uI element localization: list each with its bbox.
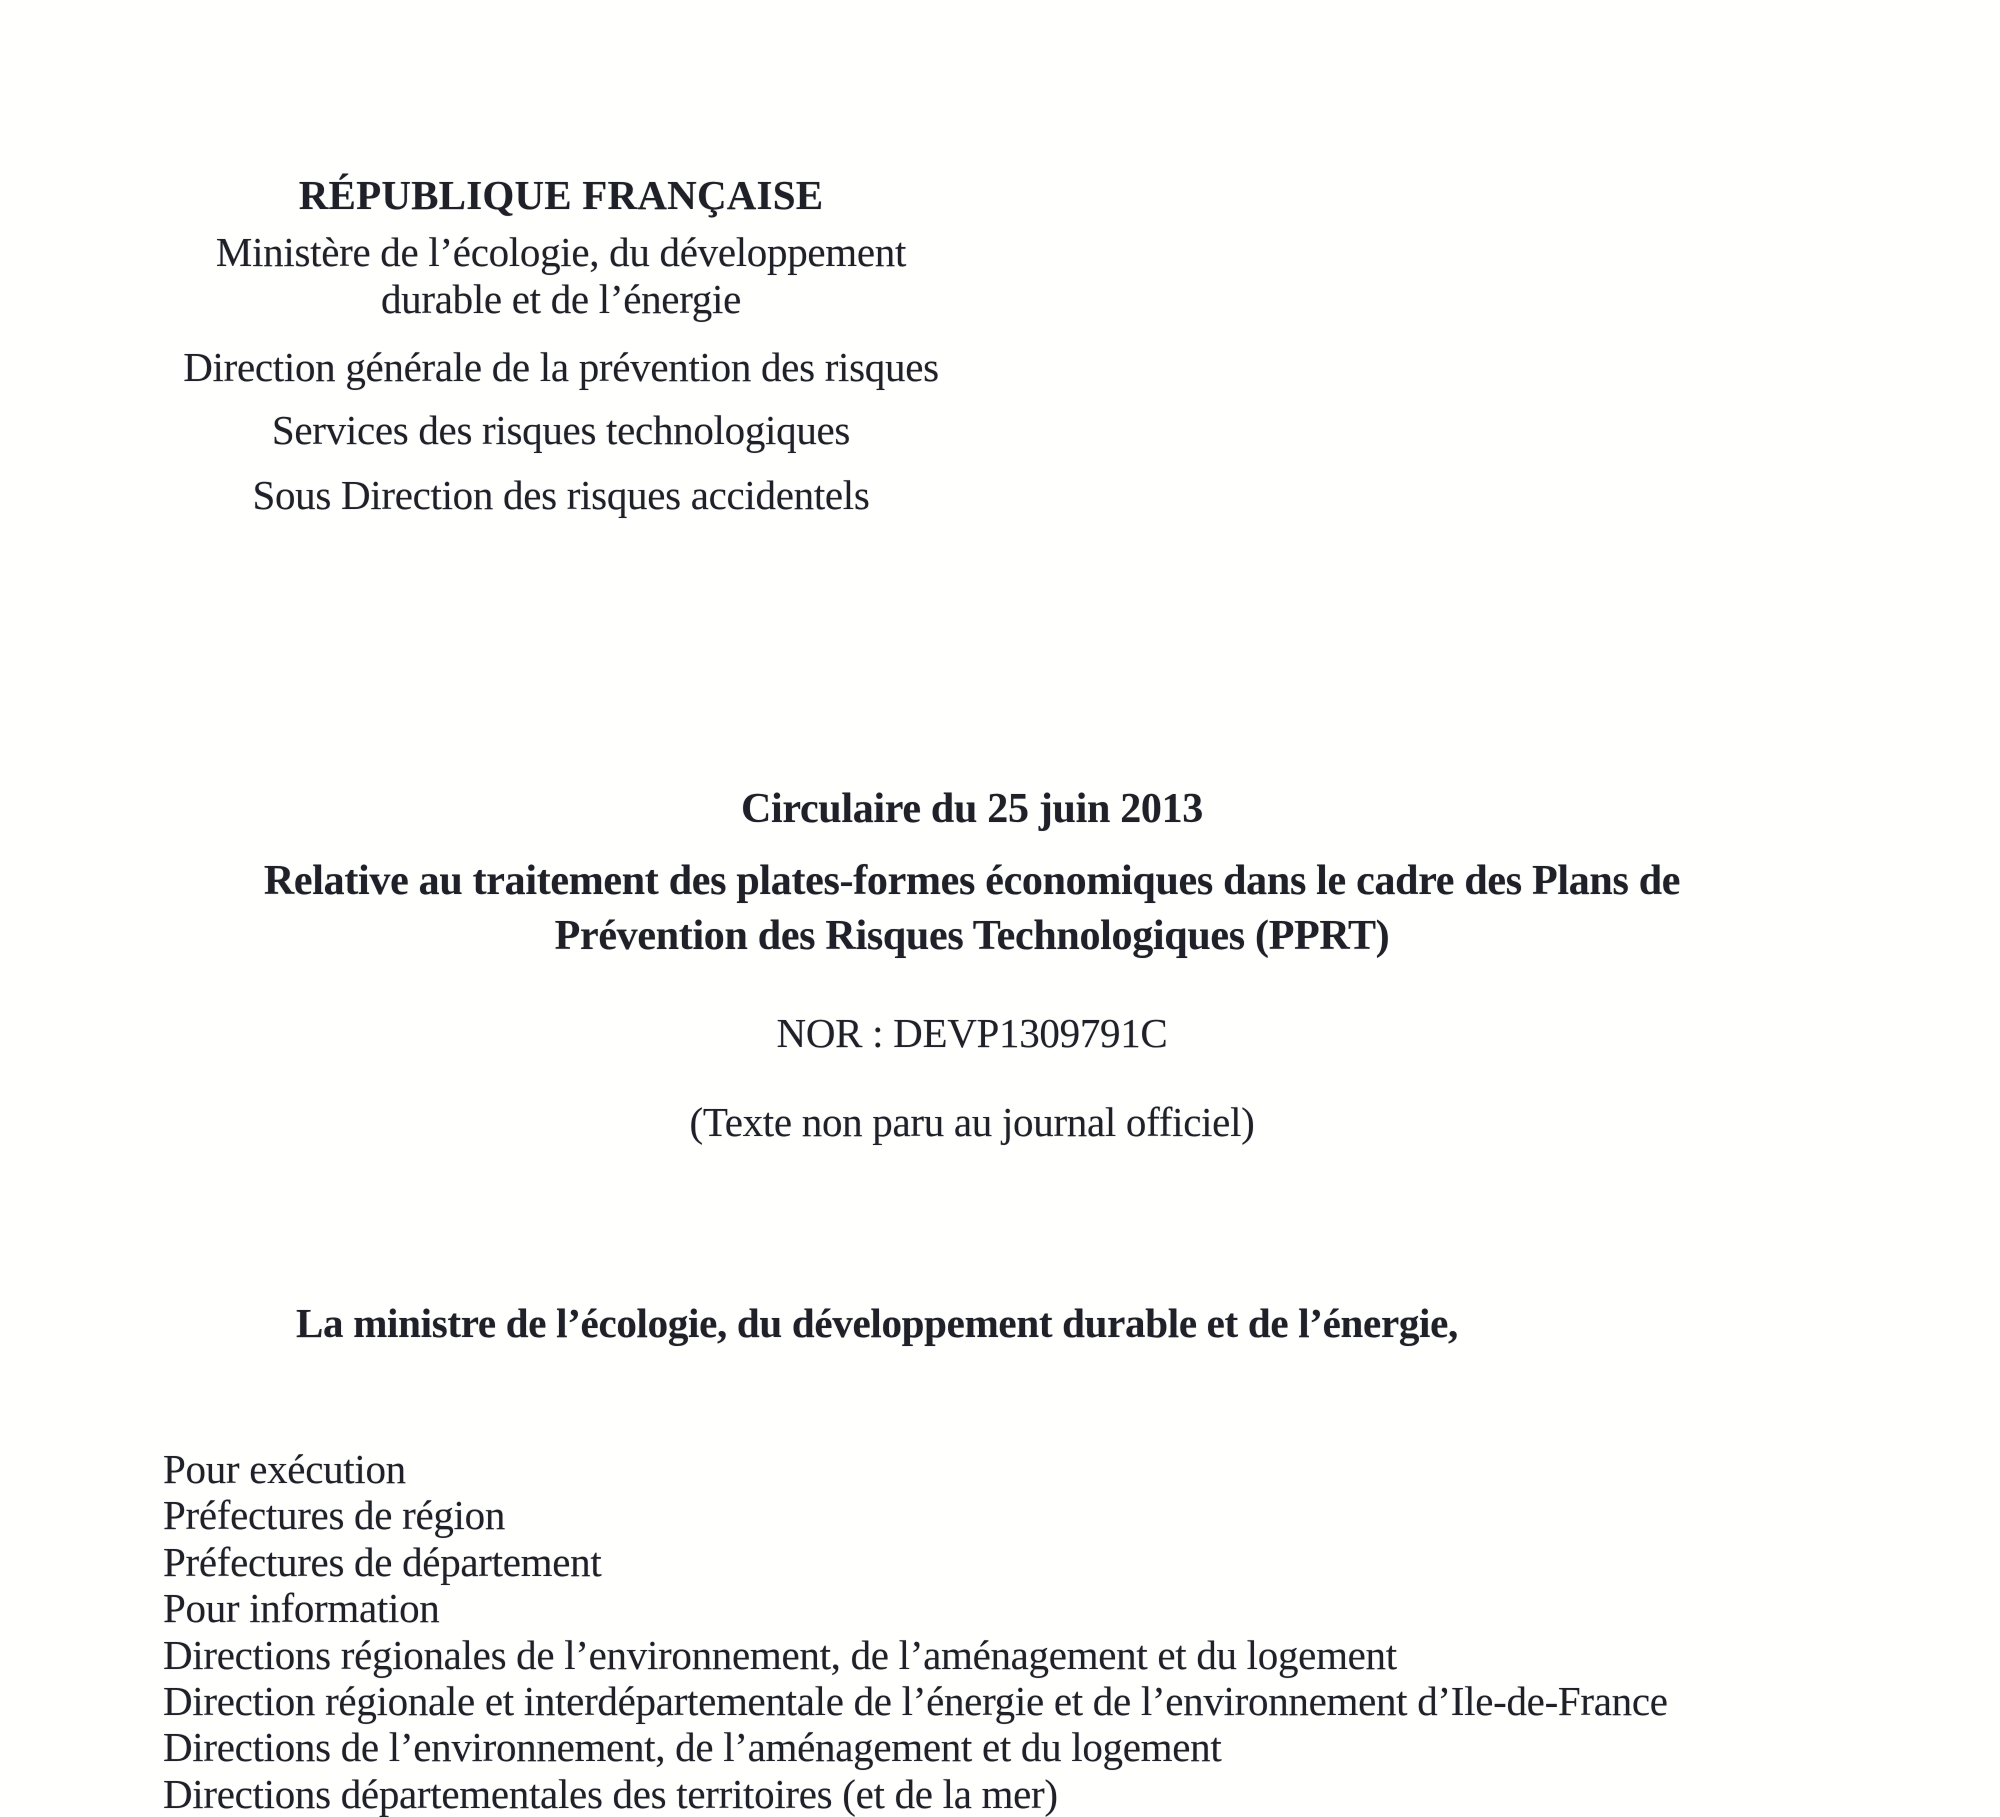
nor-number: NOR : DEVP1309791C [776,1010,1168,1056]
distribution-item: Préfectures de département [163,1538,602,1585]
service-risques-technologiques: Services des risques technologiques [271,407,851,453]
circular-subject-line1: Relative au traitement des plates-formes économiques dans le cadre des Plans de [263,858,1681,904]
distribution-list [163,1446,1668,1817]
distribution-item: Directions de l’environnement, de l’aménagement et du logement [163,1724,1222,1771]
salutation: La ministre de l’écologie, du développement durable et de l’énergie, [296,1300,1458,1346]
distribution-item: Préfectures de région [163,1492,506,1539]
distribution-item: Direction régionale et interdépartementale de l’énergie et de l’environnement d’Ile-de-France [163,1678,1668,1725]
sous-direction-risques-accidentels: Sous Direction des risques accidentels [252,472,870,518]
distribution-item: Pour information [163,1585,440,1632]
ministry-name-line1: Ministère de l’écologie, du développement [215,229,907,275]
publication-note: (Texte non paru au journal officiel) [689,1099,1255,1145]
distribution-item: Directions régionales de l’environnement, de l’aménagement et du logement [163,1631,1397,1678]
circular-subject-line2: Prévention des Risques Technologiques (PPRT) [554,913,1390,959]
ministry-name-line2: durable et de l’énergie [380,276,742,322]
ministry-name [216,229,906,323]
republic-title: RÉPUBLIQUE FRANÇAISE [298,172,824,218]
distribution-item: Pour exécution [163,1446,406,1492]
circular-subject [264,854,1680,964]
circular-date-title: Circulaire du 25 juin 2013 [740,786,1204,832]
direction-generale: Direction générale de la prévention des risques [183,344,939,390]
distribution-item: Directions départementales des territoires (et de la mer) [163,1770,1058,1817]
